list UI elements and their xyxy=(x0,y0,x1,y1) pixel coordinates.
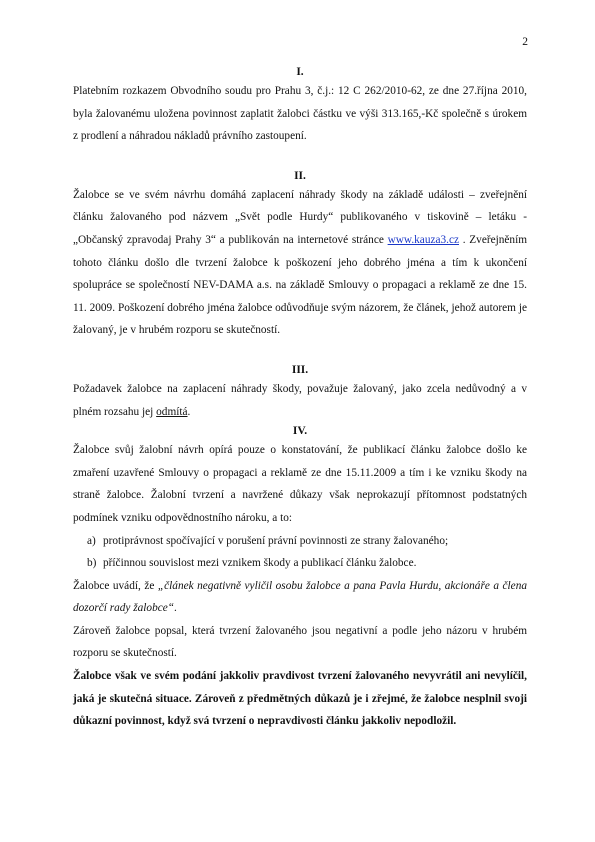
list-marker: b) xyxy=(87,557,97,570)
quoted-text: „článek negativně vyličil osobu žalobce a pana Pavla Hurdu, akcionáře a člena dozorčí rady žalobce“ xyxy=(73,579,527,615)
list-item xyxy=(73,530,527,553)
section-1-paragraph: Platebním rozkazem Obvodního soudu pro Prahu 3, č.j.: 12 C 262/2010-62, ze dne 27.října 2010, byla žalovanému uložena povinnost zaplatit žalobci částku ve výši 313.165,-Kč společně s úrokem z prodlení a náhradou nákladů právního zastoupení. xyxy=(73,85,527,143)
list-item xyxy=(73,552,527,575)
section-3-text-before: Požadavek žalobce na zaplacení náhrady škody, považuje žalovaný, jako zcela nedůvodný a v plném rozsahu jej xyxy=(73,382,527,418)
list-item-text: příčinnou souvislost mezi vznikem škody a publikací článku žalobce. xyxy=(103,557,417,570)
section-3-text-after: . xyxy=(187,405,191,418)
odmita-underlined-word: odmítá xyxy=(156,405,188,418)
conditions-list xyxy=(73,530,527,575)
section-2-paragraph xyxy=(73,184,527,342)
quote-paragraph xyxy=(73,575,527,620)
section-heading-4: IV. xyxy=(292,425,308,438)
section-heading-1: I. xyxy=(296,66,304,78)
section-4-paragraph-2: Zároveň žalobce popsal, která tvrzení žalovaného jsou negativní a podle jeho názoru v hrubém rozporu se skutečností. xyxy=(73,624,527,660)
list-item-text: protiprávnost spočívající v porušení právní povinnosti ze strany žalovaného; xyxy=(103,534,449,547)
page-number: 2 xyxy=(522,36,528,48)
kauza3-link[interactable]: www.kauza3.cz xyxy=(387,233,459,246)
section-3-paragraph xyxy=(73,378,527,423)
section-4-intro: Žalobce svůj žalobní návrh opírá pouze o konstatování, že publikací článku žalobce došlo ke zmaření uzavřené Smlouvy o propagaci a reklamě ze dne 15.11.2009 a tím i ke vzniku škody na straně žalobce. Žalobní tvrzení a navržené důkazy však neprokazují přítomnost podstatných podmínek vzniku odpovědnostního nároku, a to: xyxy=(73,444,527,524)
section-heading-3: III. xyxy=(291,363,309,376)
list-marker: a) xyxy=(87,534,96,547)
section-heading-2: II. xyxy=(294,169,306,182)
document-body xyxy=(73,64,527,733)
quote-end: . xyxy=(174,602,177,615)
section-2-text-before-link: Žalobce se ve svém návrhu domáhá zaplacení náhrady škody na základě události – zveřejnění článku žalovaného pod názvem „Svět podle Hurdy“ publikovaného v tiskovině – letáku - „Občanský zpravodaj Prahy 3“ a publikován na internetové stránce xyxy=(73,188,527,246)
section-4-bold-paragraph: Žalobce však ve svém podání jakkoliv pravdivost tvrzení žalovaného nevyvrátil ani nevylíčil, jaká je skutečná situace. Zároveň z předmětných důkazů je i zřejmé, že žalobce nesplnil svoji důkazní povinnost, když svá tvrzení o nepravdivosti článku jakkoliv nepodložil. xyxy=(73,670,527,728)
section-2-text-after-link: . Zveřejněním tohoto článku došlo dle tvrzení žalobce k poškození jeho dobrého jména a tím k ukončení spolupráce se společností NEV-DAMA a.s. na základě Smlouvy o propagaci a reklamě ze dne 15. 11. 2009. Poškození dobrého jména žalobce odůvodňuje svým názorem, že článek, jehož autorem je žalovaný, je v hrubém rozporu se skutečností. xyxy=(73,233,527,337)
quote-lead: Žalobce uvádí, že xyxy=(73,579,158,592)
